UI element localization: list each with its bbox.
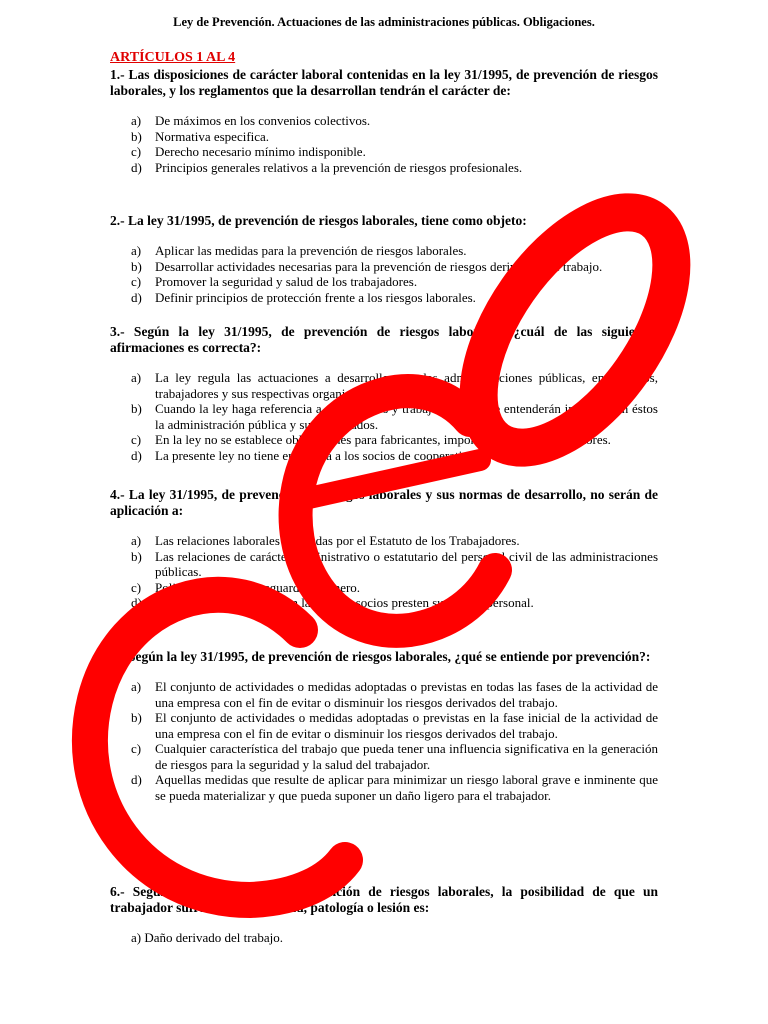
option-text: a) Daño derivado del trabajo. (131, 930, 283, 945)
option-text: Las relaciones laborales reguladas por el Estatuto de los Trabajadores. (155, 533, 520, 548)
question-text: 1.- Las disposiciones de carácter laboral contenidas en la ley 31/1995, de prevención de riesgos laborales, y los reglamentos que la desarrollan tendrán el carácter de: (110, 67, 658, 98)
option-item (110, 679, 658, 710)
option-letter: b) (131, 710, 142, 725)
question-text: 3.- Según la ley 31/1995, de prevención de riesgos laborales, ¿cuál de las siguientes afirmaciones es correcta?: (110, 324, 658, 355)
option-letter: a) (131, 370, 142, 385)
question-4 (110, 487, 658, 611)
option-text: Policía, seguridad, resguardo aduanero. (155, 579, 361, 595)
option-item (110, 401, 658, 432)
section-title: ARTÍCULOS 1 AL 4 (110, 50, 236, 65)
option-list (110, 243, 658, 305)
question-text: 2.- La ley 31/1995, de prevención de riesgos laborales, tiene como objeto: (110, 213, 527, 228)
question-1 (110, 67, 658, 175)
question-6 (110, 884, 658, 946)
option-letter: b) (131, 128, 142, 144)
option-letter: a) (131, 243, 142, 258)
option-item (110, 580, 658, 596)
option-text: Sociedades cooperativas en la que sus socios presten su trabajo personal. (155, 595, 534, 610)
option-letter: c) (131, 741, 142, 756)
option-text: Principios generales relativos a la prevención de riesgos profesionales. (155, 159, 523, 175)
option-letter: a) (131, 533, 142, 548)
option-text: Las relaciones de carácter administrativo o estatutario del personal civil de las administraciones públicas. (155, 548, 658, 579)
option-item (110, 113, 658, 129)
option-list (110, 533, 658, 611)
option-item (110, 448, 658, 464)
option-text: Aplicar las medidas para la prevención de riesgos laborales. (155, 243, 467, 258)
option-letter: c) (131, 579, 142, 595)
option-text: La presente ley no tiene en cuenta a los socios de cooperativas. (155, 447, 483, 463)
option-letter: d) (131, 447, 142, 463)
question-3 (110, 324, 658, 463)
option-letter: c) (131, 274, 142, 289)
question-5 (110, 649, 658, 803)
option-item (110, 370, 658, 401)
option-item (110, 595, 658, 611)
option-item (110, 243, 658, 259)
question-2 (110, 213, 658, 305)
option-letter: b) (131, 401, 142, 416)
option-item (110, 432, 658, 448)
option-text: En la ley no se establece obligaciones para fabricantes, importadores y suministradores. (155, 432, 611, 447)
option-letter: d) (131, 159, 142, 175)
question-text: 4.- La ley 31/1995, de prevención de riesgos laborales y sus normas de desarrollo, no serán de aplicación a: (110, 487, 658, 518)
option-item (110, 772, 658, 803)
option-letter: d) (131, 595, 142, 610)
question-text: 5.- Según la ley 31/1995, de prevención de riesgos laborales, ¿qué se entiende por prevención?: (110, 649, 651, 664)
option-item (110, 259, 658, 275)
option-item (110, 274, 658, 290)
option-item (110, 549, 658, 580)
option-text: Promover la seguridad y salud de los trabajadores. (155, 274, 418, 289)
option-letter: c) (131, 144, 142, 159)
option-letter: a) (131, 113, 142, 128)
option-item (110, 144, 658, 160)
option-letter: b) (131, 258, 142, 274)
option-letter: d) (131, 289, 142, 305)
option-text: Derecho necesario mínimo indisponible. (155, 144, 366, 159)
option-item (110, 129, 658, 145)
option-text: Cuando la ley haga referencia a empresarios y trabajadores, no se entenderán incluidos en éstos la administración pública y sus empleados. (155, 401, 658, 432)
option-letter: b) (131, 548, 142, 564)
option-text: Definir principios de protección frente a los riesgos laborales. (155, 289, 476, 305)
question-text: 6.- Según la ley 31/1995, de prevención de riesgos laborales, la posibilidad de que un trabajador sufra una enfermedad, patología o lesión es: (110, 884, 658, 915)
option-text: El conjunto de actividades o medidas adoptadas o previstas en todas las fases de la actividad de una empresa con el fin de evitar o disminuir los riesgos derivados del trabajo. (155, 679, 658, 710)
option-text: El conjunto de actividades o medidas adoptadas o previstas en la fase inicial de la actividad de una empresa con el fin de evitar o disminuir los riesgos derivados del trabajo. (155, 710, 658, 741)
option-text: Cualquier característica del trabajo que pueda tener una influencia significativa en la generación de riesgos para la seguridad y la salud del trabajador. (155, 741, 658, 772)
option-text: Desarrollar actividades necesarias para la prevención de riesgos derivados del trabajo. (155, 258, 603, 274)
option-text: Normativa especifica. (155, 128, 270, 144)
option-item (110, 290, 658, 306)
option-item (110, 160, 658, 176)
option-letter: c) (131, 432, 142, 447)
option-text: Aquellas medidas que resulte de aplicar para minimizar un riesgo laboral grave e inminente que se pueda materializar y que pueda suponer un daño ligero para el trabajador. (155, 772, 658, 803)
option-text: De máximos en los convenios colectivos. (155, 113, 371, 128)
option-text: La ley regula las actuaciones a desarrollar por las administraciones públicas, empresarios, trabajadores y sus respectivas organizaciones representativas. (155, 370, 658, 401)
option-item (110, 710, 658, 741)
page-header: Ley de Prevención. Actuaciones de las administraciones públicas. Obligaciones. (173, 15, 595, 29)
option-item (110, 533, 658, 549)
option-list (110, 113, 658, 175)
option-letter: a) (131, 679, 142, 694)
option-list (110, 370, 658, 463)
option-list (110, 679, 658, 803)
document-content (110, 50, 658, 945)
option-letter: d) (131, 772, 142, 787)
option-item (110, 741, 658, 772)
